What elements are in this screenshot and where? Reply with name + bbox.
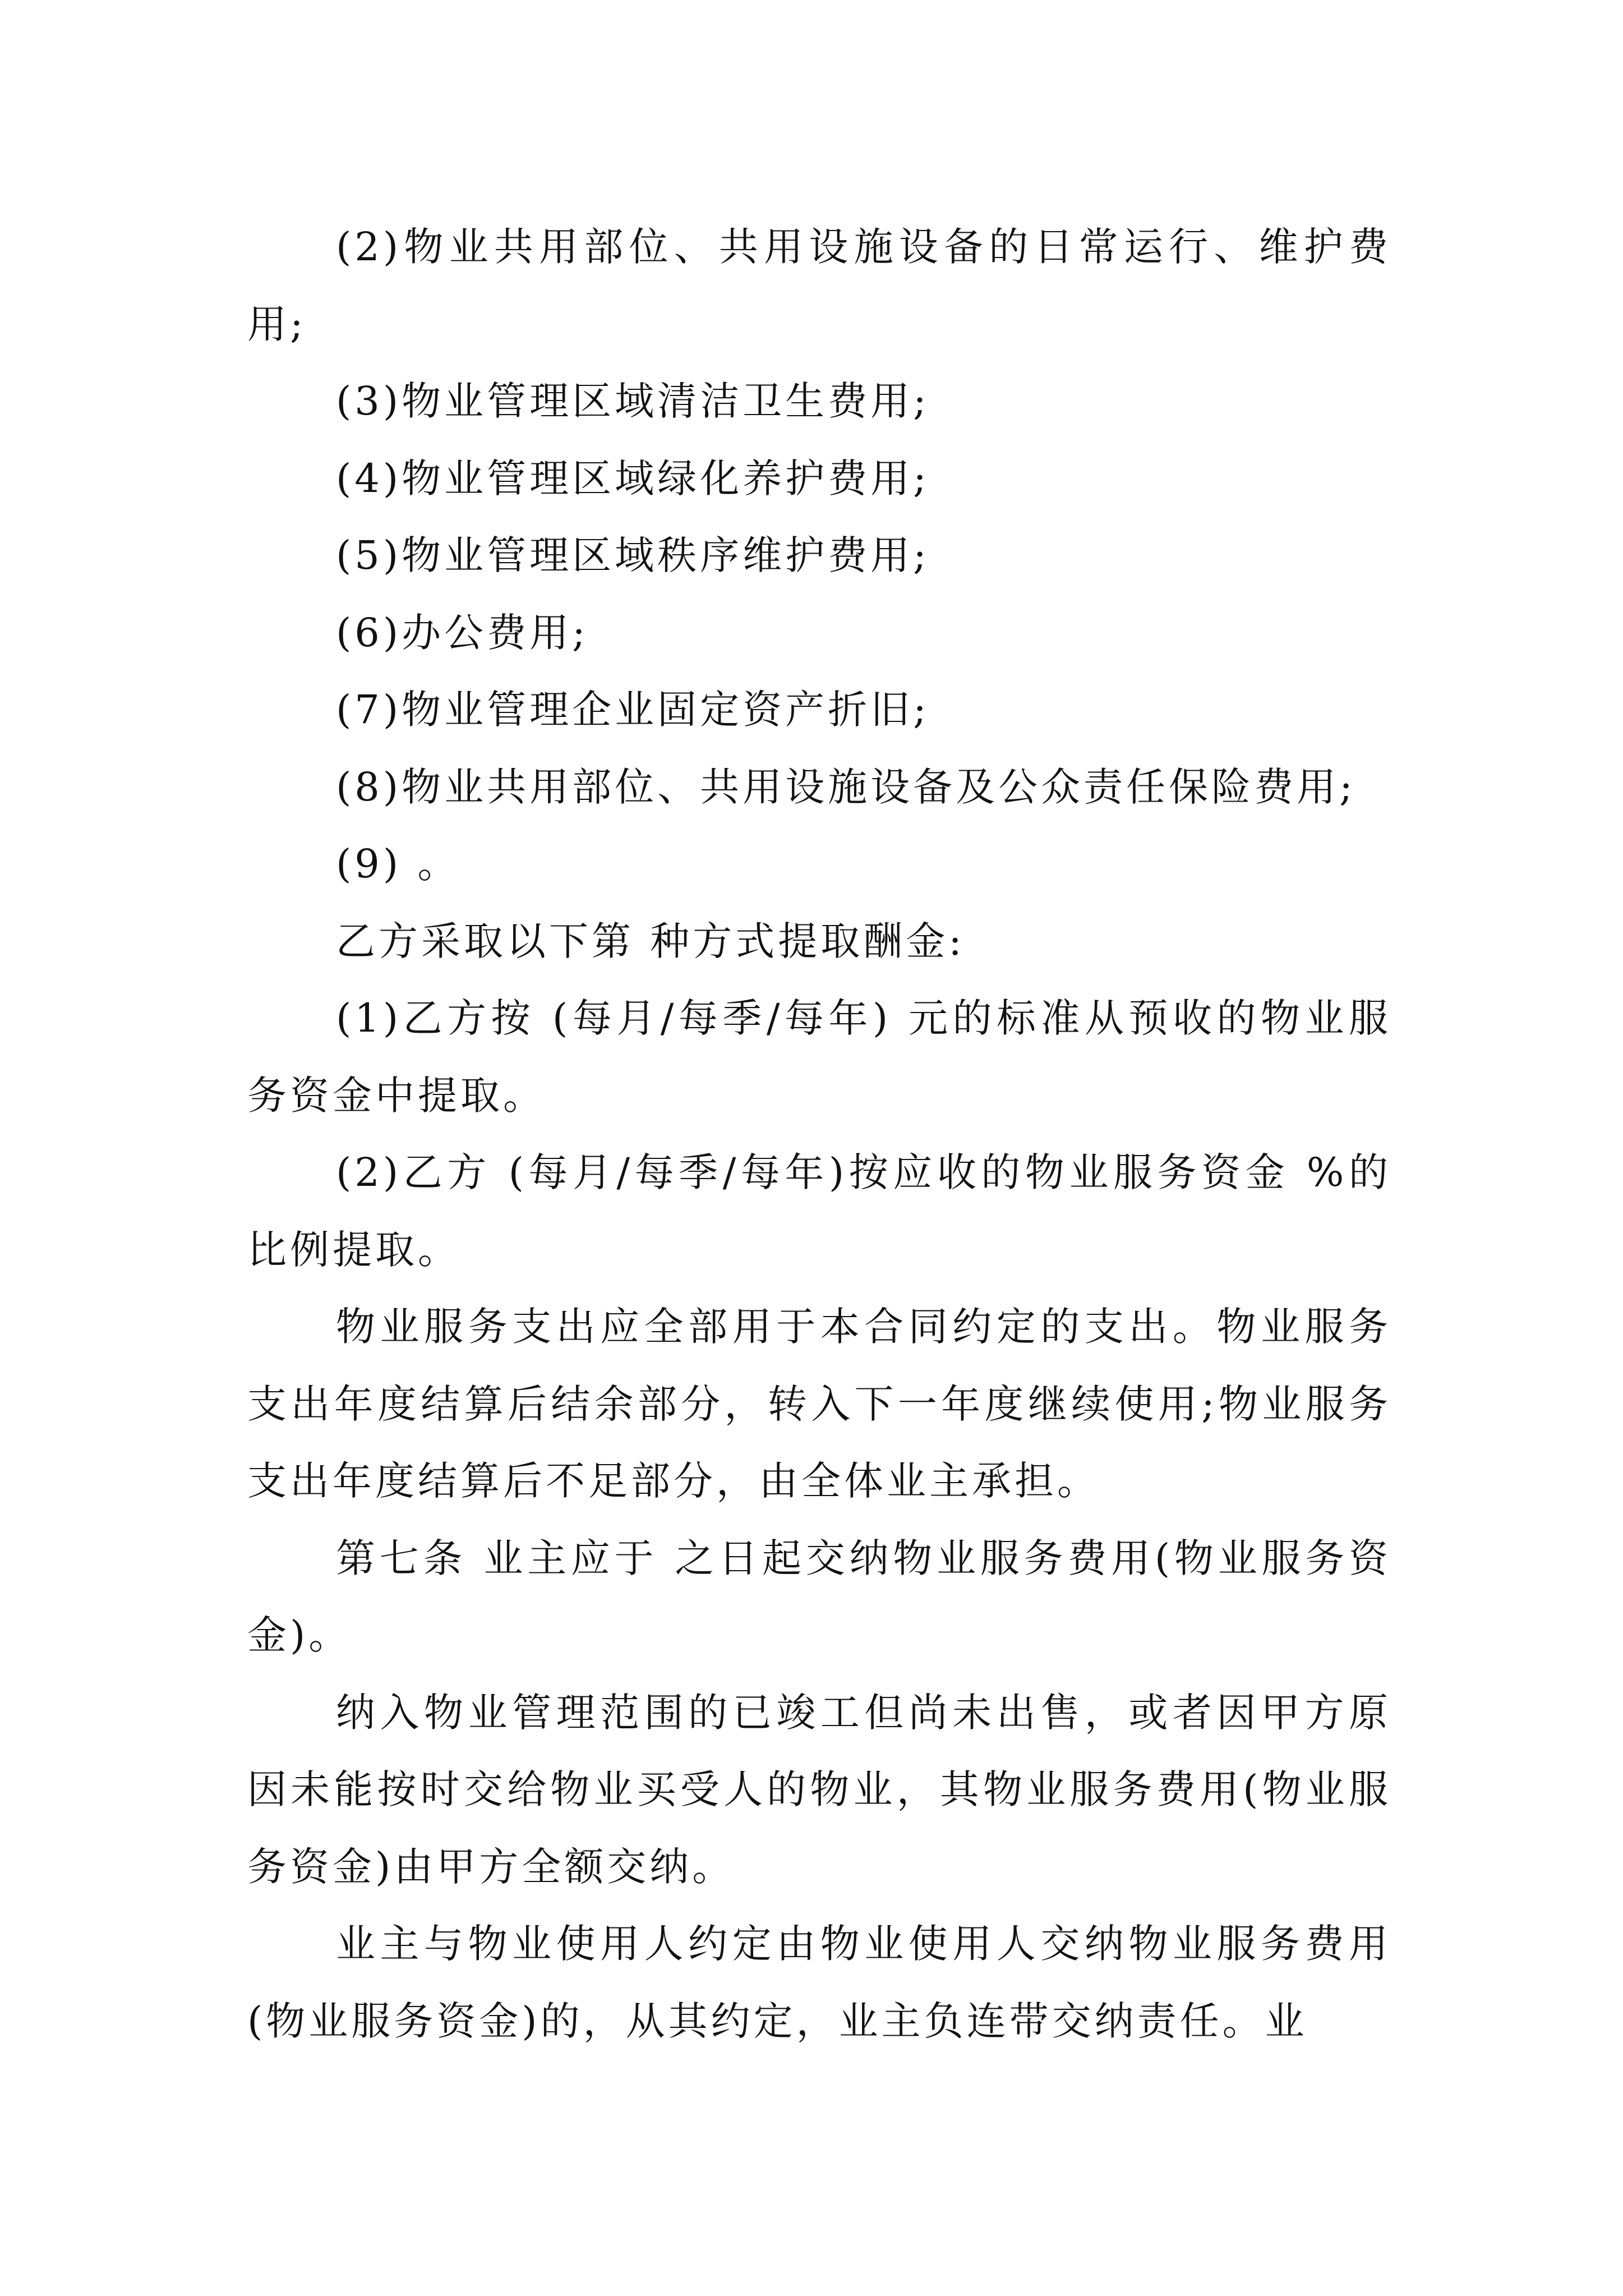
paragraph-article-7: 第七条 业主应于 之日起交纳物业服务费用(物业服务资金)。 [247, 1535, 1391, 1658]
paragraph-item-6: (6)办公费用; [336, 609, 589, 656]
paragraph-item-5: (5)物业管理区域秩序维护费用; [336, 532, 930, 578]
paragraph-item-8: (8)物业共用部位、共用设施设备及公众责任保险费用; [336, 763, 1356, 810]
paragraph-item-2: (2)物业共用部位、共用设施设备的日常运行、维护费用; [247, 224, 1391, 347]
document-body [247, 209, 1391, 2060]
paragraph-owner-user-agreement: 业主与物业使用人约定由物业使用人交纳物业服务费用(物业服务资金)的，从其约定，业主负连带交纳责任。业 [247, 1921, 1391, 2044]
paragraph-remuneration-method: 乙方采取以下第 种方式提取酬金: [336, 918, 965, 964]
paragraph-unsold-property: 纳入物业管理范围的已竣工但尚未出售，或者因甲方原因未能按时交给物业买受人的物业，其物业服务费用(物业服务资金)由甲方全额交纳。 [247, 1689, 1391, 1890]
paragraph-method-2: (2)乙方 (每月/每季/每年)按应收的物业服务资金 %的比例提取。 [247, 1149, 1391, 1273]
paragraph-item-7: (7)物业管理企业固定资产折旧; [336, 687, 930, 733]
paragraph-expenditure: 物业服务支出应全部用于本合同约定的支出。物业服务支出年度结算后结余部分，转入下一年度继续使用;物业服务支出年度结算后不足部分，由全体业主承担。 [247, 1304, 1391, 1504]
paragraph-item-9: (9) 。 [336, 841, 460, 887]
paragraph-method-1: (1)乙方按 (每月/每季/每年) 元的标准从预收的物业服务资金中提取。 [247, 995, 1391, 1119]
paragraph-item-3: (3)物业管理区域清洁卫生费用; [336, 378, 930, 424]
paragraph-item-4: (4)物业管理区域绿化养护费用; [336, 455, 930, 501]
